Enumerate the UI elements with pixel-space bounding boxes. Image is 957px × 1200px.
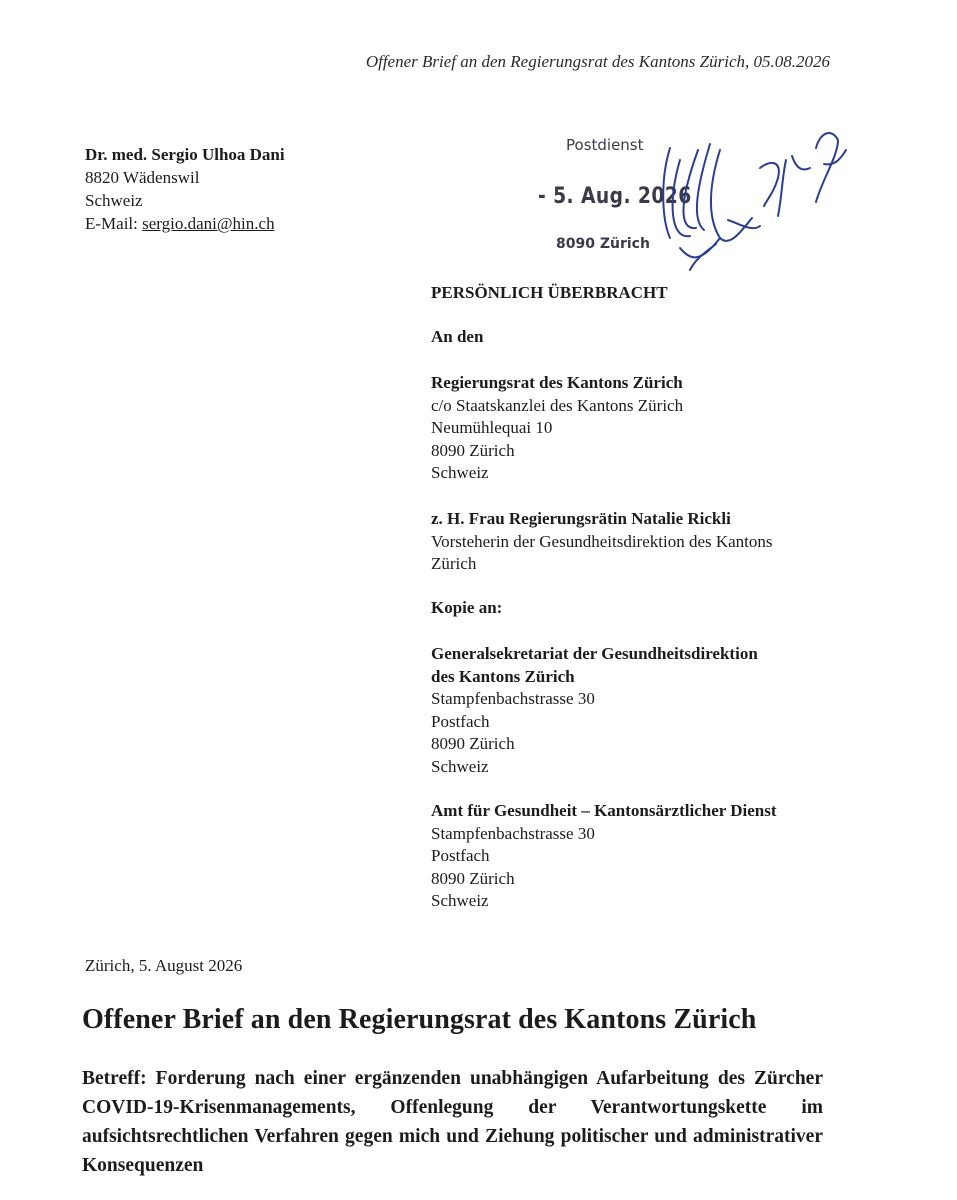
copy-recipient-1 bbox=[431, 643, 758, 778]
postal-stamp bbox=[520, 120, 860, 280]
stamp-date: - 5. Aug. 2026 bbox=[538, 184, 692, 209]
to-label: An den bbox=[431, 327, 484, 346]
recipient-line: Schweiz bbox=[431, 463, 489, 482]
handwritten-signature bbox=[520, 120, 860, 280]
copy1-line: Postfach bbox=[431, 711, 490, 731]
running-header: Offener Brief an den Regierungsrat des Kantons Zürich, 05.08.2026 bbox=[365, 52, 830, 71]
copy2-line: 8090 Zürich bbox=[431, 868, 515, 888]
recipient-line: c/o Staatskanzlei des Kantons Zürich bbox=[431, 395, 684, 415]
sender-email-link[interactable]: sergio.dani@hin.ch bbox=[142, 214, 275, 233]
recipient-org: Regierungsrat des Kantons Zürich bbox=[431, 373, 683, 392]
copy2-org: Amt für Gesundheit – Kantonsärztlicher Dienst bbox=[431, 801, 777, 820]
attention-block bbox=[431, 508, 773, 576]
subject-line: Betreff: Forderung nach einer ergänzenden unabhängigen Aufarbeitung des Zürcher COVID-19-Krisenmanagements, Offenlegung der Verantwortungskette im aufsichtsrechtlichen Verfahren gegen mich und Ziehung politischer und administrativer Konsequenzen bbox=[82, 1068, 823, 1176]
sender-city: 8820 Wädenswil bbox=[85, 168, 200, 187]
copy2-line: Postfach bbox=[431, 846, 490, 865]
sender-email-line bbox=[85, 212, 285, 235]
copy-label: Kopie an: bbox=[431, 598, 503, 617]
copy1-org: Generalsekretariat der Gesundheitsdirektion bbox=[431, 644, 758, 663]
attention-name: z. H. Frau Regierungsrätin Natalie Rickli bbox=[431, 509, 731, 528]
recipient-block bbox=[431, 372, 683, 485]
copy1-org: des Kantons Zürich bbox=[431, 666, 575, 686]
copy2-line: Stampfenbachstrasse 30 bbox=[431, 823, 595, 843]
copy-recipient-2 bbox=[431, 800, 777, 913]
attention-line: Vorsteherin der Gesundheitsdirektion des Kantons bbox=[431, 531, 773, 551]
copy1-line: Schweiz bbox=[431, 756, 489, 776]
delivery-note: PERSÖNLICH ÜBERBRACHT bbox=[431, 283, 668, 302]
stamp-service: Postdienst bbox=[566, 136, 644, 154]
recipient-line: 8090 Zürich bbox=[431, 440, 515, 460]
sender-email-label: E-Mail: bbox=[85, 214, 138, 233]
stamp-city: 8090 Zürich bbox=[556, 236, 650, 252]
sender-country: Schweiz bbox=[85, 191, 143, 210]
copy2-line: Schweiz bbox=[431, 891, 489, 910]
copy1-line: 8090 Zürich bbox=[431, 734, 515, 753]
place-date: Zürich, 5. August 2026 bbox=[85, 956, 243, 975]
sender-block bbox=[85, 143, 285, 235]
copy1-line: Stampfenbachstrasse 30 bbox=[431, 689, 595, 708]
attention-line: Zürich bbox=[431, 554, 477, 573]
letter-title: Offener Brief an den Regierungsrat des Kantons Zürich bbox=[82, 1004, 757, 1035]
recipient-line: Neumühlequai 10 bbox=[431, 418, 553, 437]
sender-name: Dr. med. Sergio Ulhoa Dani bbox=[85, 145, 285, 164]
